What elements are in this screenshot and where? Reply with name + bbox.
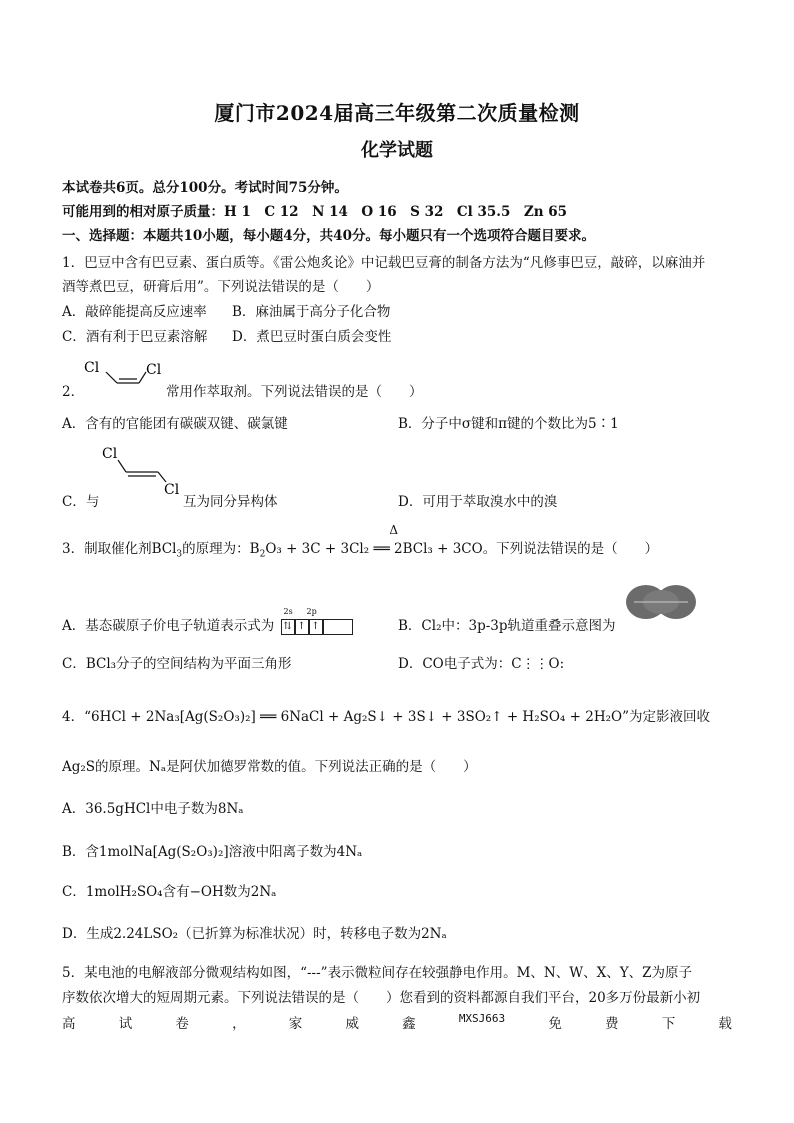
orbital-box-2p-3 <box>323 619 353 635</box>
orbital-overlap-image <box>626 583 696 621</box>
exam-info-line2: 可能用到的相对原子质量：H 1 C 12 N 14 O 16 S 32 Cl 35.5 Zn 65 <box>62 204 567 220</box>
orbital-diagram <box>281 606 353 635</box>
q2-option-c-prefix: C．与 <box>62 494 100 510</box>
footer-word: 卷 <box>175 1016 189 1032</box>
q5-stem-line2: 序数依次增大的短周期元素。下列说法错误的是（ ）您看到的资料都源自我们平台，20多万份最新小初 <box>62 990 701 1006</box>
page-title: 厦门市2024届高三年级第二次质量检测 <box>214 101 580 125</box>
orbital-2p-label: 2p <box>306 606 317 616</box>
footer-word: 试 <box>118 1016 133 1032</box>
cis-dichloroethene-structure <box>84 356 174 386</box>
q3-option-b: B．Cl₂中：3p-3p轨道重叠示意图为 <box>398 618 616 634</box>
q4-stem-line2: Ag₂S的原理。Nₐ是阿伏加德罗常数的值。下列说法正确的是（ ） <box>62 759 477 775</box>
q3-option-d: D．CO电子式为：C⋮⋮O: <box>398 656 565 672</box>
q4-option-c: C．1molH₂SO₄含有−OH数为2Nₐ <box>62 884 277 900</box>
orbital-box-2p-2: ↑ <box>309 619 323 635</box>
q2-option-a: A．含有的官能团有碳碳双键、碳氯键 <box>62 416 288 432</box>
q1-option-a: A．敲碎能提高反应速率 <box>62 304 207 320</box>
q1-option-b: B．麻油属于高分子化合物 <box>232 304 391 320</box>
footer-word: 免 <box>548 1016 562 1032</box>
q4-option-a: A．36.5gHCl中电子数为8Nₐ <box>62 801 244 817</box>
footer-word: ， <box>232 1016 246 1032</box>
footer-word: 家 <box>288 1016 303 1032</box>
q3-option-a-text: A．基态碳原子价电子轨道表示式为 <box>62 618 275 634</box>
cl-label-left: Cl <box>84 360 100 376</box>
q3-equation-text: O₃ + 3C + 3Cl₂ ══ 2BCl₃ + 3CO <box>265 541 483 557</box>
cl-label-right: Cl <box>146 362 162 378</box>
q1-option-c: C．酒有利于巴豆素溶解 <box>62 329 208 345</box>
cl-label-bottom: Cl <box>164 482 180 498</box>
q4-option-d: D．生成2.24LSO₂（已折算为标准状况）时，转移电子数为2Nₐ <box>62 926 447 942</box>
page-subtitle: 化学试题 <box>361 140 433 161</box>
q1-stem-line1: 1．巴豆中含有巴豆素、蛋白质等。《雷公炮炙论》中记载巴豆膏的制备方法为“凡修事巴豆，敲碎，以麻油并 <box>62 255 706 271</box>
q3-option-c: C．BCl₃分子的空间结构为平面三角形 <box>62 656 292 672</box>
footer-word: 高 <box>62 1016 76 1032</box>
trans-dichloroethene-structure <box>100 442 190 498</box>
q3-stem: 3．制取催化剂BCl$_3$的原理为：$B_2O_3 + 3C + 3Cl_2$ ══ 2BCl₃ + 3CO Δ 。下列说法错误的是（ ） <box>62 523 659 560</box>
orbital-box-2s: ⇅ <box>281 619 295 635</box>
orbital-box-2p-1: ↑ <box>295 619 309 635</box>
q2-option-b: B．分子中σ键和π键的个数比为5∶1 <box>398 416 619 432</box>
q3-stem-mid: 的原理为：B <box>182 541 260 557</box>
q4-option-b: B．含1molNa[Ag(S₂O₃)₂]溶液中阳离子数为4Nₐ <box>62 844 363 860</box>
q3-option-a <box>62 606 355 635</box>
q1-stem-line2: 酒等煮巴豆，研膏后用”。下列说法错误的是（ ） <box>62 279 380 295</box>
q2-option-c-suffix: 互为同分异构体 <box>183 494 278 510</box>
q1-option-d: D．煮巴豆时蛋白质会变性 <box>232 329 392 345</box>
q5-stem-line1: 5．某电池的电解液部分微观结构如图，“---”表示微粒间存在较强静电作用。M、N、W、X、Y、Z为原子 <box>62 965 692 981</box>
q2-stem: 常用作萃取剂。下列说法错误的是（ ） <box>166 384 423 400</box>
footer-word: 费 <box>605 1016 619 1032</box>
q4-stem-line1: 4．“6HCl + 2Na₃[Ag(S₂O₃)₂] ══ 6NaCl + Ag₂S↓ + 3S↓ + 3SO₂↑ + H₂SO₄ + 2H₂O”为定影液回收 <box>62 709 710 725</box>
q3-delta-symbol: Δ <box>389 523 398 537</box>
cl-label-top: Cl <box>102 446 118 462</box>
exam-info-line1: 本试卷共6页。总分100分。考试时间75分钟。 <box>62 180 348 196</box>
q3-stem-prefix: 3．制取催化剂BCl <box>62 541 177 557</box>
footer-code: MXSJ663 <box>458 1012 506 1025</box>
footer-word: 威 <box>345 1016 359 1032</box>
q2-option-d: D．可用于萃取溴水中的溴 <box>398 494 558 510</box>
q2-number: 2． <box>62 384 85 400</box>
footer-word: 下 <box>661 1016 676 1032</box>
footer-word: 鑫 <box>402 1016 416 1032</box>
watermark-footer <box>62 1012 732 1032</box>
q3-stem-suffix: 。下列说法错误的是（ ） <box>482 541 659 557</box>
orbital-2s-label: 2s <box>283 606 293 616</box>
section-heading: 一、选择题：本题共10小题，每小题4分，共40分。每小题只有一个选项符合题目要求。 <box>62 228 595 244</box>
q3-equation <box>265 523 483 557</box>
footer-word: 载 <box>718 1016 732 1032</box>
